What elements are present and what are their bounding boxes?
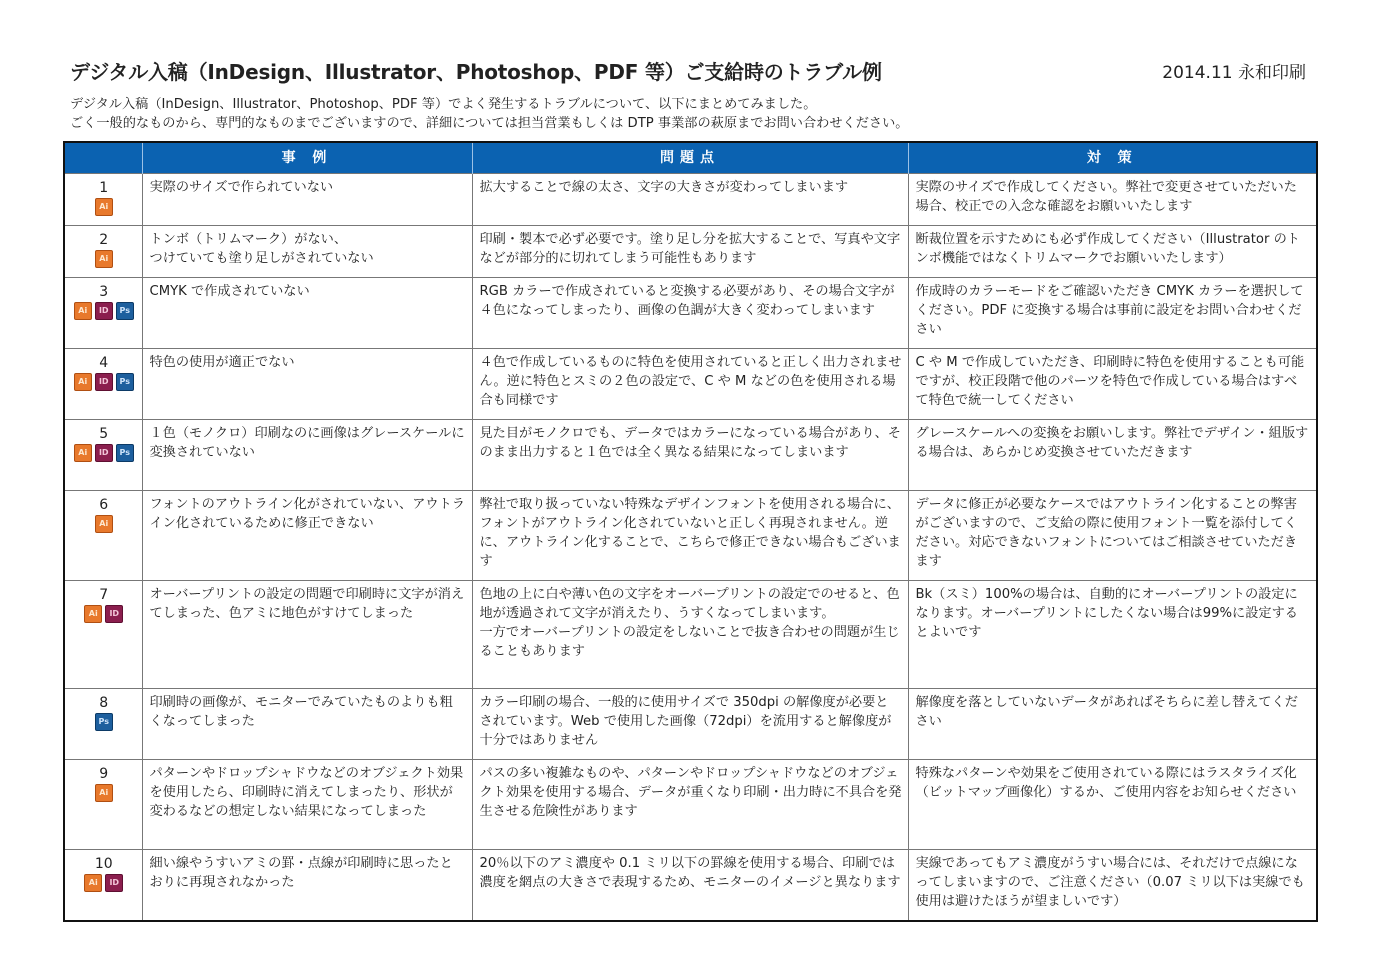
row-number-cell bbox=[64, 850, 142, 921]
row-number: 6 bbox=[99, 497, 109, 513]
case-cell: CMYK で作成されていない bbox=[142, 278, 472, 349]
case-cell: 細い線やうすいアミの罫・点線が印刷時に思ったとおりに再現されなかった bbox=[142, 850, 472, 921]
indesign-icon: ID bbox=[95, 444, 113, 462]
header-number bbox=[64, 142, 142, 174]
app-icons bbox=[72, 198, 136, 216]
photoshop-icon: Ps bbox=[116, 302, 134, 320]
row-number-cell bbox=[64, 760, 142, 850]
illustrator-icon: Ai bbox=[84, 605, 102, 623]
solution-cell: 実際のサイズで作成してください。弊社で変更させていただいた場合、校正での入念な確認をお願いいたします bbox=[908, 174, 1317, 226]
photoshop-icon: Ps bbox=[116, 444, 134, 462]
problem-cell: 20％以下のアミ濃度や 0.1 ミリ以下の罫線を使用する場合、印刷では濃度を網点の大きさで表現するため、モニターのイメージと異なります bbox=[472, 850, 908, 921]
indesign-icon: ID bbox=[95, 373, 113, 391]
table-row bbox=[64, 349, 1317, 420]
row-number: 10 bbox=[94, 856, 113, 872]
row-number-cell bbox=[64, 226, 142, 278]
case-cell: １色（モノクロ）印刷なのに画像はグレースケールに変換されていない bbox=[142, 420, 472, 491]
solution-cell: 特殊なパターンや効果をご使用されている際にはラスタライズ化（ビットマップ画像化）するか、ご使用内容をお知らせください bbox=[908, 760, 1317, 850]
case-cell: オーバープリントの設定の問題で印刷時に文字が消えてしまった、色アミに地色がすけてしまった bbox=[142, 581, 472, 689]
photoshop-icon: Ps bbox=[116, 373, 134, 391]
app-icons bbox=[72, 373, 136, 391]
case-cell: 印刷時の画像が、モニターでみていたものよりも粗くなってしまった bbox=[142, 689, 472, 760]
app-icons bbox=[72, 302, 136, 320]
row-number-cell bbox=[64, 581, 142, 689]
row-number: 1 bbox=[99, 180, 109, 196]
solution-cell: 作成時のカラーモードをご確認いただき CMYK カラーを選択してください。PDF に変換する場合は事前に設定をお問い合わせください bbox=[908, 278, 1317, 349]
app-icons bbox=[72, 605, 136, 623]
illustrator-icon: Ai bbox=[74, 444, 92, 462]
photoshop-icon: Ps bbox=[95, 713, 113, 731]
table-row bbox=[64, 689, 1317, 760]
case-cell: トンボ（トリムマーク）がない、 つけていても塗り足しがされていない bbox=[142, 226, 472, 278]
problem-cell: 弊社で取り扱っていない特殊なデザインフォントを使用される場合に、フォントがアウトライン化されていないと正しく再現されません。逆に、アウトライン化することで、こちらで修正できない場合もございます bbox=[472, 491, 908, 581]
app-icons bbox=[72, 713, 136, 731]
table-row bbox=[64, 174, 1317, 226]
trouble-table bbox=[63, 141, 1318, 922]
solution-cell: 実線であってもアミ濃度がうすい場合には、それだけで点線になってしまいますので、ご注意ください（0.07 ミリ以下は実線でも使用は避けたほうが望ましいです） bbox=[908, 850, 1317, 921]
problem-cell: RGB カラーで作成されていると変換する必要があり、その場合文字が４色になってしまったり、画像の色調が大きく変わってしまいます bbox=[472, 278, 908, 349]
row-number: 8 bbox=[99, 695, 109, 711]
row-number: 4 bbox=[99, 355, 109, 371]
row-number-cell bbox=[64, 491, 142, 581]
illustrator-icon: Ai bbox=[95, 515, 113, 533]
solution-cell: データに修正が必要なケースではアウトライン化することの弊害がございますので、ご支給の際に使用フォント一覧を添付してください。対応できないフォントについてはご相談させていただきます bbox=[908, 491, 1317, 581]
illustrator-icon: Ai bbox=[74, 373, 92, 391]
row-number: 7 bbox=[99, 587, 109, 603]
document-title: デジタル入稿（InDesign、Illustrator、Photoshop、PDF 等）ご支給時のトラブル例 bbox=[70, 60, 882, 84]
row-number-cell bbox=[64, 278, 142, 349]
table-header-row bbox=[64, 142, 1317, 174]
table-body bbox=[64, 174, 1317, 921]
row-number: 5 bbox=[99, 426, 109, 442]
problem-cell: ４色で作成しているものに特色を使用されていると正しく出力されません。逆に特色とスミの２色の設定で、C や M などの色を使用される場合も同様です bbox=[472, 349, 908, 420]
problem-cell: 拡大することで線の太さ、文字の大きさが変わってしまいます bbox=[472, 174, 908, 226]
row-number-cell bbox=[64, 174, 142, 226]
problem-cell: 見た目がモノクロでも、データではカラーになっている場合があり、そのまま出力すると１色では全く異なる結果になってしまいます bbox=[472, 420, 908, 491]
problem-cell: 色地の上に白や薄い色の文字をオーバープリントの設定でのせると、色地が透過されて文字が消えたり、うすくなってしまいます。 一方でオーバープリントの設定をしないことで抜き合わせの問題が生じることもあります bbox=[472, 581, 908, 689]
case-cell: パターンやドロップシャドウなどのオブジェクト効果を使用したら、印刷時に消えてしまったり、形状が変わるなどの想定しない結果になってしまった bbox=[142, 760, 472, 850]
app-icons bbox=[72, 444, 136, 462]
table-row bbox=[64, 581, 1317, 689]
table-row bbox=[64, 420, 1317, 491]
row-number-cell bbox=[64, 689, 142, 760]
intro-text bbox=[70, 95, 908, 133]
intro-line-2: ごく一般的なものから、専門的なものまでございますので、詳細については担当営業もしくは DTP 事業部の萩原までお問い合わせください。 bbox=[70, 116, 909, 131]
app-icons bbox=[72, 874, 136, 892]
table-row bbox=[64, 226, 1317, 278]
app-icons bbox=[72, 250, 136, 268]
row-number-cell bbox=[64, 420, 142, 491]
table-row bbox=[64, 760, 1317, 850]
solution-cell: 断裁位置を示すためにも必ず作成してください（Illustrator のトンボ機能ではなくトリムマークでお願いいたします） bbox=[908, 226, 1317, 278]
illustrator-icon: Ai bbox=[95, 198, 113, 216]
illustrator-icon: Ai bbox=[95, 784, 113, 802]
row-number-cell bbox=[64, 349, 142, 420]
case-cell: フォントのアウトライン化がされていない、アウトライン化されているために修正できない bbox=[142, 491, 472, 581]
illustrator-icon: Ai bbox=[84, 874, 102, 892]
case-cell: 実際のサイズで作られていない bbox=[142, 174, 472, 226]
solution-cell: Bk（スミ）100%の場合は、自動的にオーバープリントの設定になります。オーバープリントにしたくない場合は99%に設定するとよいです bbox=[908, 581, 1317, 689]
app-icons bbox=[72, 784, 136, 802]
header-case: 事 例 bbox=[142, 142, 472, 174]
indesign-icon: ID bbox=[105, 605, 123, 623]
table-row bbox=[64, 491, 1317, 581]
illustrator-icon: Ai bbox=[74, 302, 92, 320]
illustrator-icon: Ai bbox=[95, 250, 113, 268]
solution-cell: グレースケールへの変換をお願いします。弊社でデザイン・組版する場合は、あらかじめ変換させていただきます bbox=[908, 420, 1317, 491]
document-date: 2014.11 永和印刷 bbox=[1162, 63, 1306, 83]
solution-cell: 解像度を落としていないデータがあればそちらに差し替えてください bbox=[908, 689, 1317, 760]
table-row bbox=[64, 278, 1317, 349]
problem-cell: 印刷・製本で必ず必要です。塗り足し分を拡大することで、写真や文字などが部分的に切れてしまう可能性もあります bbox=[472, 226, 908, 278]
row-number: 2 bbox=[99, 232, 109, 248]
indesign-icon: ID bbox=[95, 302, 113, 320]
indesign-icon: ID bbox=[105, 874, 123, 892]
row-number: 3 bbox=[99, 284, 109, 300]
solution-cell: C や M で作成していただき、印刷時に特色を使用することも可能ですが、校正段階で他のパーツを特色で作成している場合はすべて特色で統一してください bbox=[908, 349, 1317, 420]
table-row bbox=[64, 850, 1317, 921]
header-problem: 問題点 bbox=[472, 142, 908, 174]
header-solution: 対 策 bbox=[908, 142, 1317, 174]
app-icons bbox=[72, 515, 136, 533]
intro-line-1: デジタル入稿（InDesign、Illustrator、Photoshop、PDF 等）でよく発生するトラブルについて、以下にまとめてみました。 bbox=[70, 97, 817, 112]
row-number: 9 bbox=[99, 766, 109, 782]
case-cell: 特色の使用が適正でない bbox=[142, 349, 472, 420]
problem-cell: パスの多い複雑なものや、パターンやドロップシャドウなどのオブジェクト効果を使用する場合、データが重くなり印刷・出力時に不具合を発生させる危険性があります bbox=[472, 760, 908, 850]
problem-cell: カラー印刷の場合、一般的に使用サイズで 350dpi の解像度が必要とされています。Web で使用した画像（72dpi）を流用すると解像度が十分ではありません bbox=[472, 689, 908, 760]
